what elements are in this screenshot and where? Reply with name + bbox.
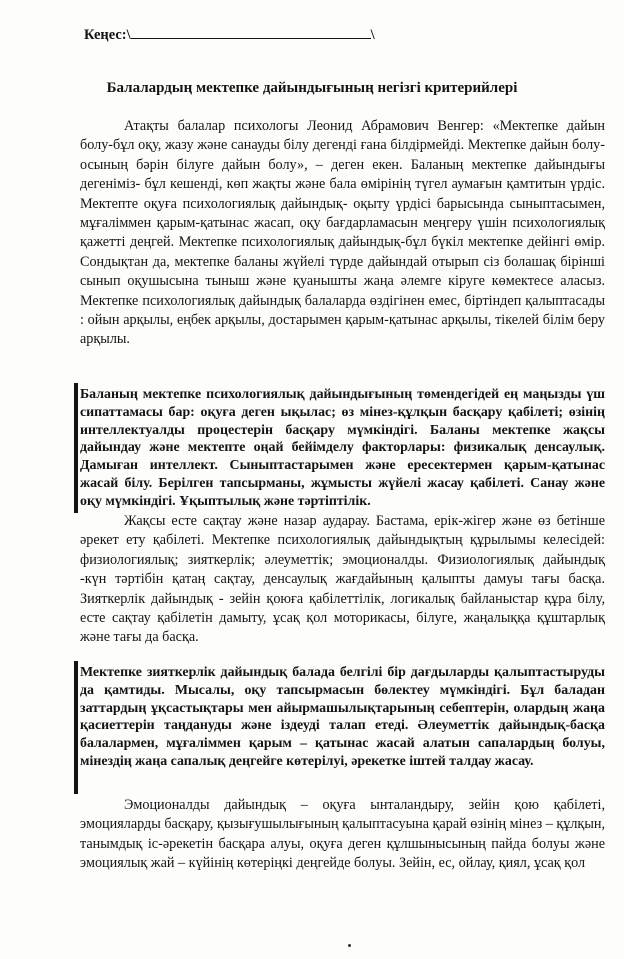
header-blank-line: [131, 26, 371, 39]
paragraph-structure-text: Жақсы есте сақтау және назар аударау. Бастама, ерік-жігер және өз бетінше әрекет ету қабілеті. Мектепке психологиялық дайындықтың құрылымы келесідей: физиологиялық; зияткерлік; әлеуметтік; эмоционалды. Физиологиялық дайындық -күн тәртібін қатаң сақтау, денсаулық жағдайының қалыпты дамуы тағы басқа. Зияткерлік дайындық - зейін қоюға қабілеттілік, логикалық байланыстар құра білу, есте сақтау қабілетін дамыту, ұсақ қол моторикасы, білуге, жаңалыққа құштарлық және тағы да басқа.: [80, 513, 605, 646]
paragraph-emotional-text: Эмоционалды дайындық – оқуға ынталандыру, зейін қою қабілеті, эмоцияларды басқару, қызығушылығының қалыптасуына қарай өзінің мінез – құлқын, танымдық іс-әрекетін басқара алуы, оқуға деген құлшынысының пайда болуы және эмоциялық жай – күйінің көтеріңкі деңгейде болуы. Зейін, ес, ойлау, қиял, ұсақ қол: [80, 797, 605, 872]
header-trailing-mark: \: [370, 27, 375, 43]
paragraph-intro: [80, 117, 605, 350]
paragraph-structure: [80, 512, 605, 648]
page-speck: [348, 944, 351, 947]
paragraph-intro-text: Атақты балалар психологы Леонид Абрамович Венгер: «Мектепке дайын болу-бұл оқу, жазу және санауды білу дегенді ғана білдірмейді. Мектепке дайын болу-осының бәрін білуге дайын болу», – деген екен. Баланың мектепке дайындығы дегеніміз- бұл кешенді, көп жақты және бала өмірінің түгел аумағын қамтитын үрдіс. Мектепте оқуға психологиялық дайындық- оқыту үрдісі барысында сыныптасымен, мұғаліммен қарым-қатынас жасап, оқу бағдарламасын меңгеру үшін психологиялық қажетті деңгей. Мектепке психологиялық дайындық-бұл бүкіл мектепке дейінгі өмір. Сондықтан да, мектепке баланы жүйелі түрде дайындай отырып сіз болашақ бірінші сынып оқушысына тыныш және қуанышты жаңа әлемге кіруге көмектесе аласыз. Мектепке психологиялық дайындық балаларда өздігінен емес, біртіндеп қалыптасады : ойын арқылы, еңбек арқылы, достарымен қарым-қатынас арқылы, тікелей білім беру арқылы.: [80, 118, 605, 348]
paragraph-characteristics: Баланың мектепке психологиялық дайындығының төмендегідей ең маңызды үш сипаттамасы бар: оқуға деген ықылас; өз мінез-құлқын басқару қабілеті; өзінің интеллектуалды процестерін басқару мүмкіндігі. Баланы мектепке жақсы дайындау және мектепте оңай бейімделу факторлары: физикалық денсаулық. Дамыған интеллект. Сыныптастарымен және ересектермен қарым-қатынас жасай білу. Берілген тапсырманы, жұмысты жүйелі жасау қабілеті. Санау және оқу мүмкіндігі. Ұқыптылық және тәртіптілік.: [80, 387, 605, 509]
margin-bar: [74, 383, 78, 513]
paragraph-emotional: [80, 796, 605, 874]
header-field: [84, 26, 375, 44]
paragraph-intellectual: Мектепке зияткерлік дайындық балада белгілі бір дағдыларды қалыптастыруды да қамтиды. Мысалы, оқу тапсырмасын бөлектеу мүмкіндігі. Бұл баладан заттардың ұқсастықтары мен айырмашылықтарының себептерін, олардың жаңа қасиеттерін таңдануды және іздеуді талап етеді. Әлеуметтік дайындық-басқа балалармен, мұғаліммен қарым – қатынас жасай алатын сапалардың болуы, мінездің жаңа сапалық деңгейге көтерілуі, әрекетке іштей талдау жасау.: [80, 665, 605, 769]
header-label: Кеңес:\: [84, 27, 131, 43]
margin-bar: [74, 661, 78, 794]
document-title: Балалардың мектепке дайындығының негізгі критерийлері: [106, 80, 518, 96]
